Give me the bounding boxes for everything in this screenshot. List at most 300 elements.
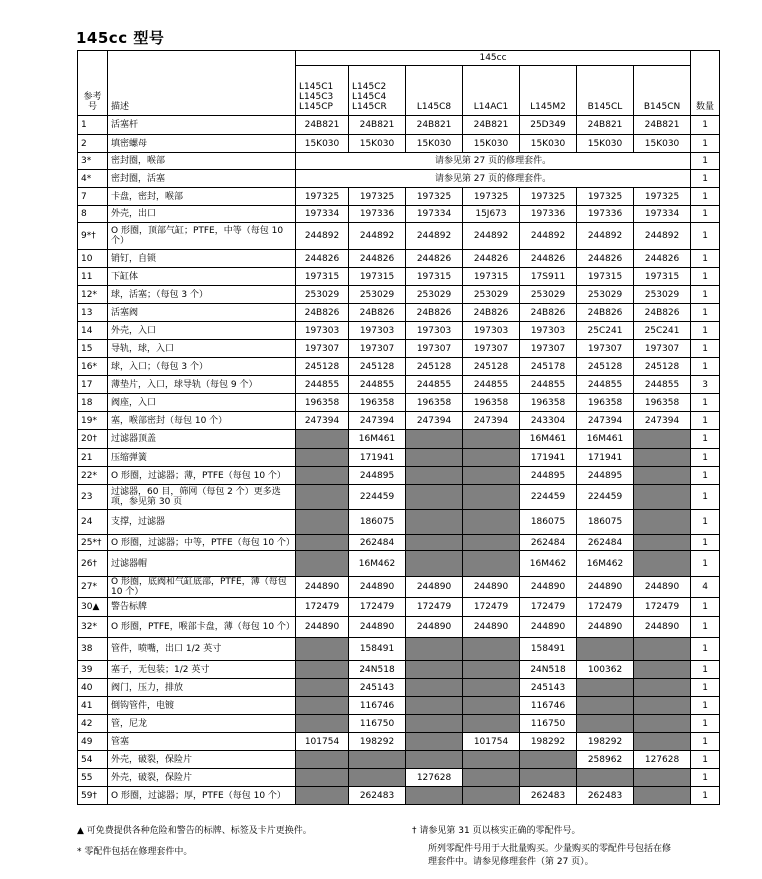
row-ref: 8 <box>78 206 108 223</box>
empty-cell <box>296 467 349 485</box>
empty-cell <box>406 551 463 577</box>
part-number-cell: 244892 <box>577 223 634 250</box>
table-row <box>78 322 720 340</box>
row-description: 过滤器顶盖 <box>108 430 296 449</box>
row-ref: 40 <box>78 679 108 697</box>
empty-cell <box>463 485 520 510</box>
footnote-warning-signs: ▲ 可免费提供各种危险和警告的标牌、标签及卡片更换件。 <box>77 826 312 836</box>
part-number-cell: 247394 <box>349 412 406 430</box>
table-row <box>78 170 720 188</box>
table-row <box>78 617 720 638</box>
part-number-cell: 24N518 <box>349 661 406 679</box>
part-number-cell: 186075 <box>520 510 577 535</box>
part-number-cell: 244892 <box>634 223 691 250</box>
part-number-cell: 244892 <box>349 223 406 250</box>
part-number-cell: 197303 <box>406 322 463 340</box>
empty-cell <box>463 551 520 577</box>
row-ref: 14 <box>78 322 108 340</box>
table-row <box>78 250 720 268</box>
part-number-cell: 245143 <box>520 679 577 697</box>
part-number-cell: 197325 <box>463 188 520 206</box>
row-description: O 形圈，过滤器；厚，PTFE（每包 10 个） <box>108 787 296 805</box>
row-quantity: 1 <box>691 467 720 485</box>
empty-cell <box>463 430 520 449</box>
part-number-cell: 24B826 <box>577 304 634 322</box>
part-number-cell: 25C241 <box>577 322 634 340</box>
header-model-group: 145cc <box>296 51 691 66</box>
row-description: 导轨，球，入口 <box>108 340 296 358</box>
row-ref: 16* <box>78 358 108 376</box>
part-number-cell: 15K030 <box>296 135 349 153</box>
row-quantity: 1 <box>691 751 720 769</box>
table-row <box>78 188 720 206</box>
part-number-cell: 24B821 <box>349 116 406 135</box>
empty-cell <box>634 697 691 715</box>
part-number-cell: 198292 <box>520 733 577 751</box>
part-number-cell: 244826 <box>296 250 349 268</box>
row-quantity: 1 <box>691 638 720 661</box>
header-quantity: 数量 <box>691 51 720 116</box>
part-number-cell: 245128 <box>463 358 520 376</box>
part-number-cell: 186075 <box>349 510 406 535</box>
header-description: 描述 <box>108 51 296 116</box>
empty-cell <box>349 769 406 787</box>
header-model-column: L14AC1 <box>463 66 520 116</box>
row-description: 填密螺母 <box>108 135 296 153</box>
part-number-cell: 197325 <box>349 188 406 206</box>
part-number-cell: 244890 <box>520 577 577 598</box>
part-number-cell: 247394 <box>463 412 520 430</box>
part-number-cell: 196358 <box>406 394 463 412</box>
row-description: 管件，喷嘴，出口 1/2 英寸 <box>108 638 296 661</box>
header-model-column: L145C1 L145C3 L145CP <box>296 66 349 116</box>
empty-cell <box>463 715 520 733</box>
row-quantity: 1 <box>691 617 720 638</box>
row-ref: 27* <box>78 577 108 598</box>
part-number-cell: 16M461 <box>520 430 577 449</box>
row-quantity: 1 <box>691 268 720 286</box>
empty-cell <box>296 661 349 679</box>
part-number-cell: 244855 <box>349 376 406 394</box>
row-ref: 15 <box>78 340 108 358</box>
row-ref: 21 <box>78 449 108 467</box>
part-number-cell: 224459 <box>577 485 634 510</box>
empty-cell <box>634 733 691 751</box>
part-number-cell: 196358 <box>634 394 691 412</box>
footnote-repair-kit: * 零配件包括在修理套件中。 <box>77 847 193 857</box>
part-number-cell: 197325 <box>296 188 349 206</box>
row-description: 活塞杆 <box>108 116 296 135</box>
part-number-cell: 224459 <box>349 485 406 510</box>
part-number-cell: 196358 <box>296 394 349 412</box>
part-number-cell: 258962 <box>577 751 634 769</box>
part-number-cell: 262483 <box>349 787 406 805</box>
row-description: 过滤器，60 目，筛网（每包 2 个）更多选项，参见第 30 页 <box>108 485 296 510</box>
part-number-cell: 16M462 <box>520 551 577 577</box>
row-description: O 形圈，过滤器；中等，PTFE（每包 10 个） <box>108 535 296 551</box>
table-row <box>78 116 720 135</box>
row-description: 下缸体 <box>108 268 296 286</box>
part-number-cell: 197325 <box>577 188 634 206</box>
row-description: 外壳，破裂，保险片 <box>108 751 296 769</box>
empty-cell <box>296 679 349 697</box>
part-number-cell: 172479 <box>296 598 349 617</box>
part-number-cell: 245128 <box>577 358 634 376</box>
part-number-cell: 197307 <box>577 340 634 358</box>
empty-cell <box>406 535 463 551</box>
row-ref: 11 <box>78 268 108 286</box>
part-number-cell: 245128 <box>634 358 691 376</box>
empty-cell <box>520 769 577 787</box>
table-row <box>78 223 720 250</box>
part-number-cell: 15K030 <box>520 135 577 153</box>
empty-cell <box>577 769 634 787</box>
part-number-cell: 243304 <box>520 412 577 430</box>
part-number-cell: 172479 <box>520 598 577 617</box>
empty-cell <box>296 510 349 535</box>
part-number-cell: 172479 <box>463 598 520 617</box>
part-number-cell: 244890 <box>406 577 463 598</box>
row-quantity: 1 <box>691 769 720 787</box>
row-description: 压缩弹簧 <box>108 449 296 467</box>
part-number-cell: 197325 <box>634 188 691 206</box>
part-number-cell: 197303 <box>463 322 520 340</box>
row-description: 销钉，自锁 <box>108 250 296 268</box>
row-ref: 3* <box>78 153 108 170</box>
part-number-cell: 16M462 <box>577 551 634 577</box>
part-number-cell: 24B826 <box>520 304 577 322</box>
row-quantity: 1 <box>691 715 720 733</box>
part-number-cell: 244890 <box>520 617 577 638</box>
row-quantity: 1 <box>691 510 720 535</box>
empty-cell <box>406 787 463 805</box>
table-row <box>78 598 720 617</box>
empty-cell <box>406 697 463 715</box>
part-number-cell: 197334 <box>406 206 463 223</box>
empty-cell <box>463 769 520 787</box>
row-quantity: 1 <box>691 304 720 322</box>
part-number-cell: 100362 <box>577 661 634 679</box>
row-ref: 1 <box>78 116 108 135</box>
part-number-cell: 24B821 <box>463 116 520 135</box>
part-number-cell: 244826 <box>406 250 463 268</box>
part-number-cell: 16M461 <box>349 430 406 449</box>
part-number-cell: 25D349 <box>520 116 577 135</box>
header-model-column: L145C8 <box>406 66 463 116</box>
row-ref: 26† <box>78 551 108 577</box>
part-number-cell: 16M461 <box>577 430 634 449</box>
part-number-cell: 244826 <box>577 250 634 268</box>
table-row <box>78 715 720 733</box>
part-number-cell: 24B821 <box>296 116 349 135</box>
row-quantity: 1 <box>691 153 720 170</box>
part-number-cell: 244890 <box>634 577 691 598</box>
table-row <box>78 467 720 485</box>
part-number-cell: 197315 <box>406 268 463 286</box>
row-description: O 形圈，PTFE，喉部卡盘，薄（每包 10 个） <box>108 617 296 638</box>
row-ref: 22* <box>78 467 108 485</box>
row-ref: 9*† <box>78 223 108 250</box>
empty-cell <box>406 751 463 769</box>
part-number-cell: 244826 <box>463 250 520 268</box>
part-number-cell: 244892 <box>463 223 520 250</box>
part-number-cell: 244890 <box>577 577 634 598</box>
row-quantity: 1 <box>691 449 720 467</box>
part-number-cell: 197315 <box>463 268 520 286</box>
table-row <box>78 412 720 430</box>
part-number-cell: 172479 <box>577 598 634 617</box>
part-number-cell: 101754 <box>296 733 349 751</box>
empty-cell <box>634 787 691 805</box>
row-ref: 17 <box>78 376 108 394</box>
table-row <box>78 358 720 376</box>
part-number-cell: 244895 <box>349 467 406 485</box>
table-row <box>78 153 720 170</box>
row-quantity: 1 <box>691 485 720 510</box>
table-row <box>78 268 720 286</box>
table-row <box>78 510 720 535</box>
part-number-cell: 245178 <box>520 358 577 376</box>
part-number-cell: 196358 <box>577 394 634 412</box>
row-note: 请参见第 27 页的修理套件。 <box>296 153 691 170</box>
row-quantity: 1 <box>691 787 720 805</box>
empty-cell <box>634 769 691 787</box>
row-description: 倒钩管件，电镀 <box>108 697 296 715</box>
empty-cell <box>296 715 349 733</box>
header-ref: 参考 号 <box>78 51 108 116</box>
header-model-column: L145C2 L145C4 L145CR <box>349 66 406 116</box>
part-number-cell: 247394 <box>296 412 349 430</box>
part-number-cell: 25C241 <box>634 322 691 340</box>
table-row <box>78 577 720 598</box>
row-quantity: 1 <box>691 733 720 751</box>
empty-cell <box>577 697 634 715</box>
part-number-cell: 244890 <box>463 577 520 598</box>
part-number-cell: 247394 <box>577 412 634 430</box>
part-number-cell: 172479 <box>349 598 406 617</box>
table-row <box>78 394 720 412</box>
part-number-cell: 127628 <box>634 751 691 769</box>
row-ref: 19* <box>78 412 108 430</box>
empty-cell <box>296 638 349 661</box>
part-number-cell: 116750 <box>520 715 577 733</box>
part-number-cell: 15K030 <box>463 135 520 153</box>
part-number-cell: 244826 <box>634 250 691 268</box>
row-description: 球，入口；（每包 3 个） <box>108 358 296 376</box>
part-number-cell: 244892 <box>520 223 577 250</box>
part-number-cell: 16M462 <box>349 551 406 577</box>
part-number-cell: 253029 <box>577 286 634 304</box>
empty-cell <box>463 679 520 697</box>
part-number-cell: 197336 <box>520 206 577 223</box>
part-number-cell: 253029 <box>296 286 349 304</box>
row-quantity: 1 <box>691 697 720 715</box>
part-number-cell: 127628 <box>406 769 463 787</box>
empty-cell <box>463 535 520 551</box>
part-number-cell: 247394 <box>634 412 691 430</box>
part-number-cell: 244855 <box>577 376 634 394</box>
empty-cell <box>406 467 463 485</box>
row-quantity: 1 <box>691 661 720 679</box>
part-number-cell: 244890 <box>349 617 406 638</box>
row-quantity: 1 <box>691 340 720 358</box>
empty-cell <box>577 715 634 733</box>
row-description: O 形圈，底阀和气缸底部，PTFE，薄（每包 10 个） <box>108 577 296 598</box>
row-description: 密封圈，活塞 <box>108 170 296 188</box>
row-description: O 形圈，顶部气缸；PTFE，中等（每包 10 个） <box>108 223 296 250</box>
part-number-cell: 197307 <box>634 340 691 358</box>
row-ref: 30▲ <box>78 598 108 617</box>
table-row <box>78 430 720 449</box>
empty-cell <box>634 638 691 661</box>
part-number-cell: 244855 <box>296 376 349 394</box>
row-description: 阀座，入口 <box>108 394 296 412</box>
row-ref: 41 <box>78 697 108 715</box>
empty-cell <box>634 661 691 679</box>
empty-cell <box>634 679 691 697</box>
part-number-cell: 197303 <box>296 322 349 340</box>
part-number-cell: 15K030 <box>634 135 691 153</box>
part-number-cell: 24B826 <box>406 304 463 322</box>
part-number-cell: 158491 <box>349 638 406 661</box>
part-number-cell: 262483 <box>577 787 634 805</box>
empty-cell <box>406 733 463 751</box>
row-quantity: 1 <box>691 679 720 697</box>
part-number-cell: 244892 <box>406 223 463 250</box>
row-description: 塞，喉部密封（每包 10 个） <box>108 412 296 430</box>
part-number-cell: 224459 <box>520 485 577 510</box>
table-row <box>78 787 720 805</box>
part-number-cell: 15K030 <box>349 135 406 153</box>
part-number-cell: 253029 <box>406 286 463 304</box>
part-number-cell: 197307 <box>463 340 520 358</box>
part-number-cell: 197307 <box>520 340 577 358</box>
empty-cell <box>634 510 691 535</box>
part-number-cell: 24N518 <box>520 661 577 679</box>
empty-cell <box>296 787 349 805</box>
empty-cell <box>463 467 520 485</box>
empty-cell <box>296 430 349 449</box>
row-quantity: 1 <box>691 358 720 376</box>
empty-cell <box>463 751 520 769</box>
part-number-cell: 197307 <box>296 340 349 358</box>
part-number-cell: 197303 <box>349 322 406 340</box>
part-number-cell: 24B821 <box>406 116 463 135</box>
part-number-cell: 247394 <box>406 412 463 430</box>
part-number-cell: 116746 <box>520 697 577 715</box>
row-ref: 2 <box>78 135 108 153</box>
row-quantity: 3 <box>691 376 720 394</box>
part-number-cell: 197336 <box>349 206 406 223</box>
part-number-cell: 244895 <box>577 467 634 485</box>
part-number-cell: 245128 <box>406 358 463 376</box>
part-number-cell: 116746 <box>349 697 406 715</box>
empty-cell <box>577 679 634 697</box>
part-number-cell: 244890 <box>406 617 463 638</box>
empty-cell <box>634 467 691 485</box>
empty-cell <box>463 638 520 661</box>
row-quantity: 1 <box>691 188 720 206</box>
part-number-cell: 15K030 <box>577 135 634 153</box>
part-number-cell: 171941 <box>520 449 577 467</box>
empty-cell <box>406 430 463 449</box>
row-description: 过滤器帽 <box>108 551 296 577</box>
part-number-cell: 244892 <box>296 223 349 250</box>
empty-cell <box>634 430 691 449</box>
part-number-cell: 198292 <box>577 733 634 751</box>
part-number-cell: 244890 <box>296 577 349 598</box>
header-model-column: L145M2 <box>520 66 577 116</box>
empty-cell <box>296 535 349 551</box>
row-quantity: 1 <box>691 135 720 153</box>
row-quantity: 1 <box>691 116 720 135</box>
part-number-cell: 197315 <box>296 268 349 286</box>
table-row <box>78 551 720 577</box>
empty-cell <box>577 638 634 661</box>
part-number-cell: 172479 <box>406 598 463 617</box>
part-number-cell: 262484 <box>349 535 406 551</box>
table-row <box>78 679 720 697</box>
part-number-cell: 244890 <box>463 617 520 638</box>
part-number-cell: 253029 <box>349 286 406 304</box>
part-number-cell: 24B826 <box>349 304 406 322</box>
row-quantity: 1 <box>691 170 720 188</box>
row-quantity: 1 <box>691 598 720 617</box>
row-description: 塞子，无包装；1/2 英寸 <box>108 661 296 679</box>
footnote-dagger: † 请参见第 31 页以核实正确的零配件号。 <box>412 826 581 836</box>
part-number-cell: 17S911 <box>520 268 577 286</box>
empty-cell <box>296 769 349 787</box>
empty-cell <box>406 679 463 697</box>
empty-cell <box>406 510 463 535</box>
empty-cell <box>406 661 463 679</box>
part-number-cell: 186075 <box>577 510 634 535</box>
header-model-column: B145CL <box>577 66 634 116</box>
table-row <box>78 733 720 751</box>
row-description: 球，活塞；（每包 3 个） <box>108 286 296 304</box>
empty-cell <box>634 551 691 577</box>
empty-cell <box>406 715 463 733</box>
row-ref: 7 <box>78 188 108 206</box>
empty-cell <box>406 449 463 467</box>
row-description: 管塞 <box>108 733 296 751</box>
part-number-cell: 15J673 <box>463 206 520 223</box>
empty-cell <box>296 449 349 467</box>
row-ref: 25*† <box>78 535 108 551</box>
row-ref: 39 <box>78 661 108 679</box>
part-number-cell: 253029 <box>463 286 520 304</box>
row-quantity: 1 <box>691 206 720 223</box>
part-number-cell: 24B826 <box>296 304 349 322</box>
empty-cell <box>349 751 406 769</box>
part-number-cell: 116750 <box>349 715 406 733</box>
part-number-cell: 197334 <box>634 206 691 223</box>
row-quantity: 1 <box>691 286 720 304</box>
part-number-cell: 197325 <box>520 188 577 206</box>
part-number-cell: 24B821 <box>577 116 634 135</box>
empty-cell <box>296 697 349 715</box>
row-ref: 4* <box>78 170 108 188</box>
part-number-cell: 197315 <box>349 268 406 286</box>
empty-cell <box>406 638 463 661</box>
table-row <box>78 304 720 322</box>
row-ref: 54 <box>78 751 108 769</box>
row-description: 阀门，压力，排放 <box>108 679 296 697</box>
empty-cell <box>406 485 463 510</box>
table-row <box>78 751 720 769</box>
row-ref: 42 <box>78 715 108 733</box>
empty-cell <box>634 485 691 510</box>
